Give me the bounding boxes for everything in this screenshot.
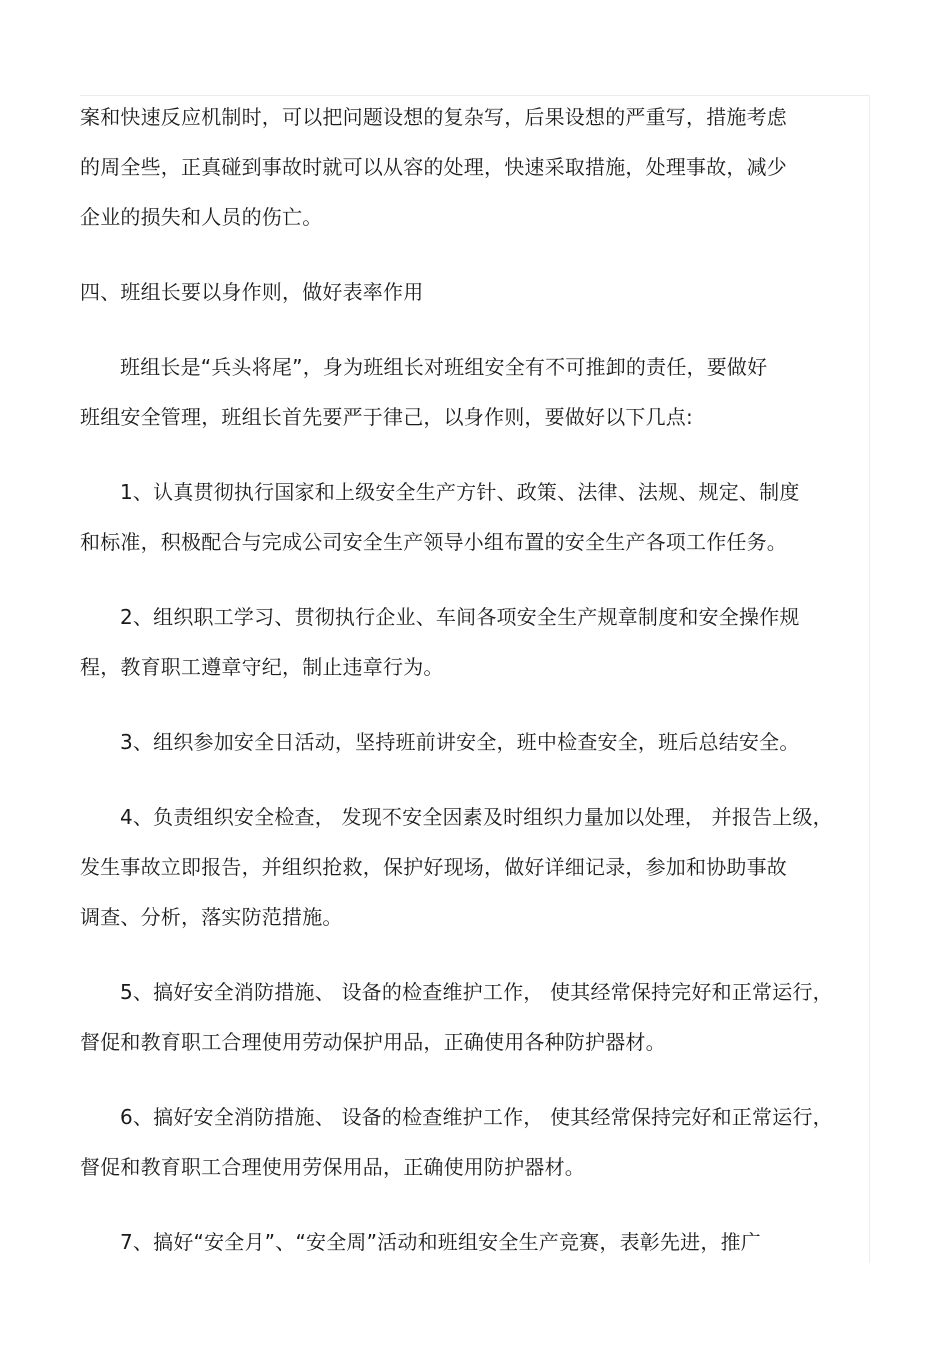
text-line: 和标准，积极配合与完成公司安全生产领导小组布置的安全生产各项工作任务。 bbox=[80, 530, 787, 554]
list-item-6: 6、搞好安全消防措施、 设备的检查维护工作， 使其经常保持完好和正常运行， bbox=[120, 1105, 833, 1129]
text-line: 班组长是“兵头将尾”，身为班组长对班组安全有不可推卸的责任，要做好 bbox=[120, 355, 768, 379]
page-border-right bbox=[869, 95, 870, 1263]
text-line: 案和快速反应机制时，可以把问题设想的复杂写，后果设想的严重写，措施考虑 bbox=[80, 105, 787, 129]
text-line: 班组安全管理，班组长首先要严于律己，以身作则，要做好以下几点: bbox=[80, 405, 693, 429]
text-line: 督促和教育职工合理使用劳保用品，正确使用防护器材。 bbox=[80, 1155, 585, 1179]
text-line: 调查、分析，落实防范措施。 bbox=[80, 905, 343, 929]
text-line: 的周全些，正真碰到事故时就可以从容的处理，快速采取措施，处理事故，减少 bbox=[80, 155, 787, 179]
list-item-4: 4、负责组织安全检查， 发现不安全因素及时组织力量加以处理， 并报告上级， bbox=[120, 805, 833, 829]
list-item-2: 2、组织职工学习、贯彻执行企业、车间各项安全生产规章制度和安全操作规 bbox=[120, 605, 800, 629]
list-item-1: 1、认真贯彻执行国家和上级安全生产方针、政策、法律、法规、规定、制度 bbox=[120, 480, 800, 504]
text-line: 发生事故立即报告，并组织抢救，保护好现场，做好详细记录，参加和协助事故 bbox=[80, 855, 787, 879]
list-item-7: 7、搞好“安全月”、“安全周”活动和班组安全生产竞赛，表彰先进，推广 bbox=[120, 1230, 761, 1254]
list-item-3: 3、组织参加安全日活动，坚持班前讲安全，班中检查安全，班后总结安全。 bbox=[120, 730, 800, 754]
section-heading: 四、班组长要以身作则，做好表率作用 bbox=[80, 280, 424, 304]
list-item-5: 5、搞好安全消防措施、 设备的检查维护工作， 使其经常保持完好和正常运行， bbox=[120, 980, 833, 1004]
text-line: 企业的损失和人员的伤亡。 bbox=[80, 205, 323, 229]
text-line: 程，教育职工遵章守纪，制止违章行为。 bbox=[80, 655, 444, 679]
page-border-top bbox=[80, 95, 870, 96]
text-line: 督促和教育职工合理使用劳动保护用品，正确使用各种防护器材。 bbox=[80, 1030, 666, 1054]
